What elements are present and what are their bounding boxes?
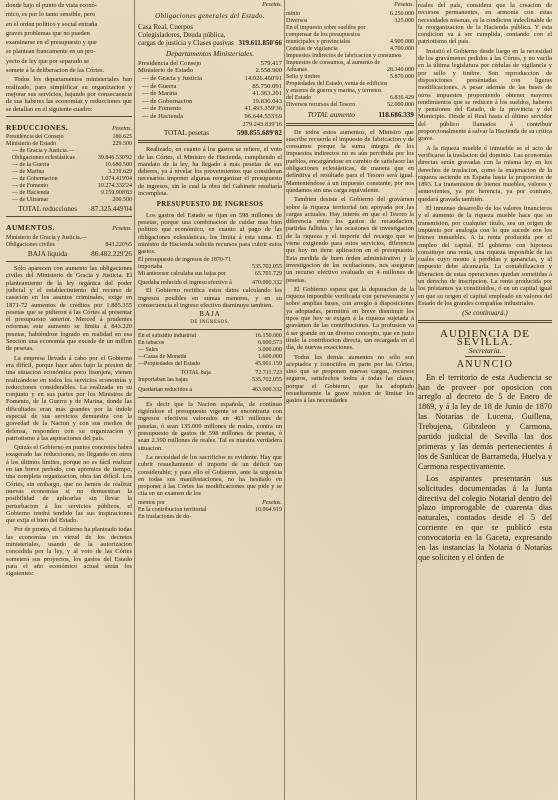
paragraph: Los gastos del Estado se fijan en 598 millones de pesetas, porque una combinacion de cuidar mas bien político que económico, en cuanto al pago de las obligaciones eclesiásticas, los limita á esta suma. El ministro de Hacienda solicita recursos para cubrir estos gastos. [138, 211, 282, 256]
table-row: En el subsidio industrial 16.150.000 [138, 332, 282, 339]
continued-note: (Se continuará.) [462, 309, 508, 318]
paragraph: En el territorio de esta Audiencia se han de proveer por oposicion con arreglo al decreto de 5 de Enero de 1869, y á la ley de 18 de Junio de 1870 las Notarías de Lucena, Guillena, Trebujena, Gibraleon y Carmona, partido judicial de Sevilla las dos primeras y las demás pertenecientes á los de Sanlúcar de Barrameda, Huelva y Carmona respectivamente. [418, 372, 552, 471]
paragraph: A la riqueza mueble é inmueble se el acto de verificarse la traslacion del dominio. Las economías directas serán gravadas con la misma ley en los derechos de traslacion, como la enajenacion de la riqueza asciende en España hasta la proporcion de 1893. La transmision de bienes muebles, valores y semovientes, ya por herencia, ya por contrato, quedará gravada también. [418, 144, 552, 203]
table-row: — de Marina 3.239.629 [12, 169, 132, 176]
text-line: mico, es por lo tanto sensible, pero [6, 11, 96, 19]
column-divider [284, 0, 285, 800]
table-row: Presidencia del Consejo 180.625 [6, 134, 132, 141]
table-row: — de Fomento 10.274.332'24 [12, 183, 132, 190]
divider [138, 329, 282, 330]
text-line: graves problemas que no pueden [6, 29, 90, 37]
paragraph: Insistió el Gobierno desde luego en la necesidad de los gravámenes pedidos á las Córtes, y no vacila en la última legislatura por cédulas de vigilancia y por sello y timbre. Son reproduccion de disposiciones presentadas con ligeras modificaciones. A pesar además de las bases de otros impuestos proponiendo obtener mayores rendimientos que se reducen á los sueldos, haberes y pensiones del Estado, de la provincia y del Municipio. Desde el Real hasta el último servidor del público llamados á contribuir proporcionalmente á salvar la Hacienda de su crítica grave. [418, 47, 552, 143]
section-heading: Departamentos Ministeriales. [165, 48, 255, 58]
table-row: En la contribucion territorial 10.064.919 [138, 506, 282, 513]
column-3 [286, 0, 414, 800]
table-row: En el impuesto sobre sueldos por compensar de los presupuestos municipales y provinciales 4.900.000 [286, 25, 414, 46]
paragraph: Los aspirantes presentarán sus solicitudes documentadas á la Junta directiva del colegio Notarial dentro del plazo improrogable de cuarenta dias naturales, contados desde el 5 del corriente en que se publicó esta convocatoria en la Gaceta, expresando en las instancias la Notaría ó Notarías que soliciten y el órden de [418, 473, 552, 562]
text-line: examinarse en el presupuesto y que [6, 39, 97, 47]
table-row: — de Fomento 41.493.359'36 [142, 105, 282, 113]
paragraph: Quizás el Gobierno en puntos concretos habrá exagerado las reducciones, no llegando en otros á los últimos límites, porque no es fácil realizar en tan breve período, con apremios de tiempo, una completa organizacion, obra tan difícil. Los Córtes, sin embargo, que no hemos de realizar nuevas economías si no demuestran la posibilidad de aplicarlas sin llevar la perturbacion á los servicios públicos, el Gobierno tendrá tendido las sus inspiraciones que exija el bien del Estado. [6, 444, 132, 525]
divider [6, 261, 132, 262]
section-heading: BAJA [199, 310, 221, 319]
divider [465, 356, 505, 357]
table-row: El presupuesto de ingresos de 1870-71 importaba 535.702.055 [138, 257, 282, 271]
unit-label: Pesetas. [112, 226, 132, 233]
table-row: — de Hacienda 96.644.533'69 [142, 113, 282, 121]
table-row: — de Gobernacion 1.074.419'04 [12, 176, 132, 183]
section-heading: PRESUPUESTO DE INGRESOS [156, 201, 264, 209]
table-row: Propiedades del Estado, venta de edificios y enseres de guerra y marina, y terrenos del Estado 6.836.429 [286, 81, 414, 102]
table-row: — de Gracia y Justicia.—Obligaciones eclesiásticas 39.846.530'92 [12, 148, 132, 162]
table-row: — de la Guerra 10.680.500 [12, 162, 132, 169]
section-subheading: Secretaría. [468, 346, 502, 356]
casa-real-row: Casa Real, Cuerpos Colegisladores, Deuda pública, cargas de justicia y Clases pasivas 319.611.850'66 [138, 22, 282, 47]
column-1 [6, 0, 132, 800]
divider [418, 320, 552, 323]
paragraph: La empresa llevada á cabo por el Gobierno era difícil, porque hace años bajo la presion de una situacion económica poco lisonjera, vienen realizándose en todos los servicios economías y reducciones considerables. La realizada en su conjunto y en sus partes por los Ministros de Fomento, de la Guerra y de Marina, donde las dificultades eran más grandes por la índole especial de sus servicios demuestra con la gravedad de la Nacion y con sus medios de defensa, responden con su organizacion y patriotismo á las aspiraciones del país. [6, 354, 132, 442]
unit-label: Pesetas. [112, 125, 132, 132]
column-4 [418, 0, 552, 800]
table-row: Impuestos de consumos, al aumento de Aduanas 28.340.000 [286, 60, 414, 74]
table-row: Ministerio de Estado 229.500 [6, 141, 132, 148]
paragraph: El inmenso desarrollo de los valores financieros y el aumento de la riqueza mueble hace que su transmision, por cualquier título, sea un origen de impuesto por analogía con lo que sucede con los bienes inmuebles. A la renta producida por el empleo del capital. El gobierno con hipoteca constituye una renta, una riqueza imponible de las cuales cuyo monto á pérdidas y ganancias, y al impuesto debe alcanzarla. La contabilizacion y liberacion de estas operaciones quedan sometidas á un derecho de inscripcion. La renta producida por los préstamos ya constituidos, ó en un capital igual en que su origen el capital empleado en valores del Estado de los grandes compañías industriales. [418, 205, 552, 307]
text-line: en el orden político y social entraña [6, 20, 98, 28]
total-row: BAJA líquida 86.482.229'26 [27, 249, 132, 258]
section-heading: REDUCCIONES. [6, 122, 69, 132]
section-heading: Obligaciones generales del Estado. [155, 12, 265, 21]
table-row: Importaban las bajas 535.702.055 [138, 376, 282, 383]
total-row: TOTAL baja 72.711.723 [180, 369, 282, 376]
intro-lines [6, 2, 132, 74]
paragraph: Sólo aparecen con aumento las obligaciones civiles del Ministerio de Gracia y Justicia. El planteamiento de la ley orgánica del poder judicial y el establecimiento del recurso de casacion en los asuntos criminales, exige en 1871-72 aumentos de créditos por 1.885.355 pesetas que se pidieron á las Córtes al presentar el presupuesto anterior. Merced á prudentes reformas este aumento se limita á 843.220 pesetas, habiéndose logrado en realidad en esa Seccion una economía que excede de un millon de pesetas. [6, 265, 132, 353]
table-row: Ministerio de Gracia y Justicia.—Obligaciones civiles 843.220'65 [6, 234, 132, 248]
text-line: yecto de ley que por separado se [6, 57, 90, 65]
paragraph: reales del país, considera que la creacion de recursos permanentes, en armonía con estas necesidades mismas, es la condicion indeclinable de la reorganizacion de la Hacienda pública. Y esta condicion va á ser cumplida, contando con el patriotismo del país. [418, 2, 552, 46]
table-row: minio 6.250.000 [286, 11, 414, 18]
column-divider [134, 0, 135, 800]
text-line: somete á la deliberacion de las Córtes. [6, 67, 105, 75]
table-row: Diversos 325.000 [286, 18, 414, 25]
paragraph: Realizado, en cuanto á los gastos se refiere, el voto de las Córtes, el Ministro de Hacienda, cumpliendo el mandato de la ley, ha llegado á más pesetas de sus deberes, ya á nivelar los proveimientos que consideran necesarios imponer algunas reorganizar el presupuesto de ingresos, sin le cual la obra del Gabinete resultaría incompleta. [138, 146, 282, 198]
table-row: Diversos recursos del Tesoro 52.000.000 [286, 102, 414, 109]
text-line: se plantean francamente en un pro- [6, 48, 96, 56]
table-row: Sello y timbre 5.870.000 [286, 74, 414, 81]
section-heading: AUDIENCIA DE SEVILLA. [440, 328, 530, 348]
divider [138, 397, 282, 398]
column-divider [416, 0, 417, 800]
table-row: —Casas de Moneda 1.600.000 [138, 353, 282, 360]
table-row: En traslaciones de do- [138, 513, 192, 520]
total-row: TOTAL reducciones 87.325.449'04 [18, 205, 132, 214]
paragraph: La necesidad de los sacrificios es evidente. Hay que cubrir resueltamente el importe de un déficit tan considerable; y para ello el Gobierno, ante la urgencia en todas sus manifestaciones, no ha hesitado en proponer á las Córtes las modificaciones que pide y se cita en un examen de los [138, 453, 282, 498]
reducciones-table [6, 134, 132, 213]
divider [6, 216, 132, 217]
table-row: Mi antecesor calculaba sus bajas por 65.701.729 [138, 271, 282, 278]
table-row: — de Ultramar 200.500 [12, 197, 132, 204]
reducciones-header [6, 120, 132, 134]
table-row: — de Hacienda 9.159.908'83 [12, 190, 132, 197]
anuncio-body [418, 373, 552, 563]
total-row: TOTAL pesetas 598.855.689'82 [163, 128, 282, 137]
text-line: donde bajo el punto de vista econó- [6, 2, 97, 9]
paragraph: Todos los demás aumentos no sólo son aceptados y conocidos en parte por las Córtes, sino que se proponen nuevas cargas, recursos seguros, satisfechos todos á todas las clases, porque el Gobierno, que ha adoptado resueltamente la grave mision de limitar los gastos á las necesidades [286, 353, 414, 405]
table-row: Ministerio de Estado 2.558.900 [138, 67, 282, 75]
column-2 [138, 0, 282, 800]
table-row: Impuestos indirectos de fabricacion y consumos [286, 53, 402, 60]
paragraph: El Gobierno rectifica estos datos calculando los ingresos posibles en sumas menores, y en su consecuencia el ingreso efectivo disminuye tambien. [138, 287, 282, 309]
paragraph: Por de pronto, el Gobierno ha planteado todas las economías en virtud de los decretos ministeriales, usando de la autorizacion concedida por la ley, y al voto de las Córtes someterá sus proyectos, los gastos del Estado para el año económico actual serán los siguientes: [6, 526, 132, 578]
table-row: — de Gracia y Justicia 14.026.460'91 [142, 75, 282, 83]
divider [138, 140, 282, 143]
table-row: —Propiedades del Estado 45.961.150 [138, 360, 282, 367]
section-heading: AUMENTOS. [6, 223, 55, 233]
table-row: Quedarian reducidos á 463.000.332 [138, 386, 282, 393]
paragraph: Todos los departamentos ministeriales han realizado, para simplificar su organizacion y mejorar sus servicios, bajando por consecuencia de sus haberes las economías y reducciones que se detallan en el siguiente cuadro: [6, 76, 132, 113]
section-subheading: DE INGRESOS. [190, 319, 230, 325]
table-row: En tabacos 6.000.573 [138, 339, 282, 346]
paragraph: Es decir que la Nacion española, de contínuo rigiéndose el presupuesto vigente se encontraria con ingresos efectivos valorados en 463 millones de pesetas, ó sean 135.000 millones de reales, contra un presupuesto de gastos de 598 millones de pesetas, ó sean 2.390 millones de reales. Tal es nuestra verdadera situacion. [138, 400, 282, 452]
divider [286, 123, 414, 126]
aumentos-header [6, 220, 132, 234]
unit-label: Pesetas. [262, 2, 282, 8]
paragraph: De todos estos aumentos, el Ministro que suscribe recuerda el impuesto de fabricacion y de consumos porque la suma íntegra de los impuestos indirectos no es aún percibida por los pueblos, encargándose en cambio de satisfacer las obligaciones eclesiásticas, de manera que en definitiva el resultado para el Tesoro será igual. Manteniéndose á un impuesto constante, por nos quedamos sin una carga equivalente. [286, 128, 414, 194]
table-row: — de Marina 41.363.201 [142, 90, 282, 98]
departamentos-table [138, 60, 282, 121]
table-row: — de Guerra 85.750.091 [142, 82, 282, 90]
total-row: TOTAL aumento 118.686.339 [307, 111, 414, 120]
divider [6, 116, 132, 117]
table-row: Cédulas de vigilancia 4.700.000 [286, 46, 414, 53]
table-row: Quedaba reducido el ingreso efectivo á 470.000.332 [138, 280, 282, 287]
section-heading: ANUNCIO [456, 359, 514, 371]
table-row: mentos por Pesetas. [138, 499, 282, 506]
unit-label: Pesetas. [394, 2, 414, 8]
depts-sum-row: 279.243.839'16 [242, 120, 282, 128]
paragraph: El Gobierno espera que la depuracion de la riqueza imponible verificada con perseverancia y sobre amplias bases, con arreglo á disposiciones ya adoptadas, permitirá en breve disminuir los tipos que hoy se exigen á la riqueza sujetada á gravámen de las contribuciones. La profusion va á ser grande en un diverso concepto, que en justo título la contribucion directa, tan recargada en el día, de nuevas exacciones. [286, 285, 414, 352]
table-row: — Sales 3.000.000 [138, 346, 282, 353]
table-row: — de Gobernacion 19.836.043 [142, 97, 282, 105]
paragraph: Tambien desiste el Gobierno del gravámen sobre la riqueza territorial tan apoyada por las cargas actuales. Hay interés en que el Tesoro la diferencia entre los gastos de recaudacion, partidas fallidas y las ocasiones de investigacion de la riqueza y el importe del recargo que se viene exigiendo para estos servicios, diferencia que hoy no tiene aplicacion en el presupuesto. Esta medida de buen órden administrativo y la investigacion de las ocultaciones, nos aseguran un recurso efectivo evaluado en 4 millones de pesetas. [286, 196, 414, 284]
table-row: Presidencia del Consejo 579.417 [138, 59, 282, 67]
